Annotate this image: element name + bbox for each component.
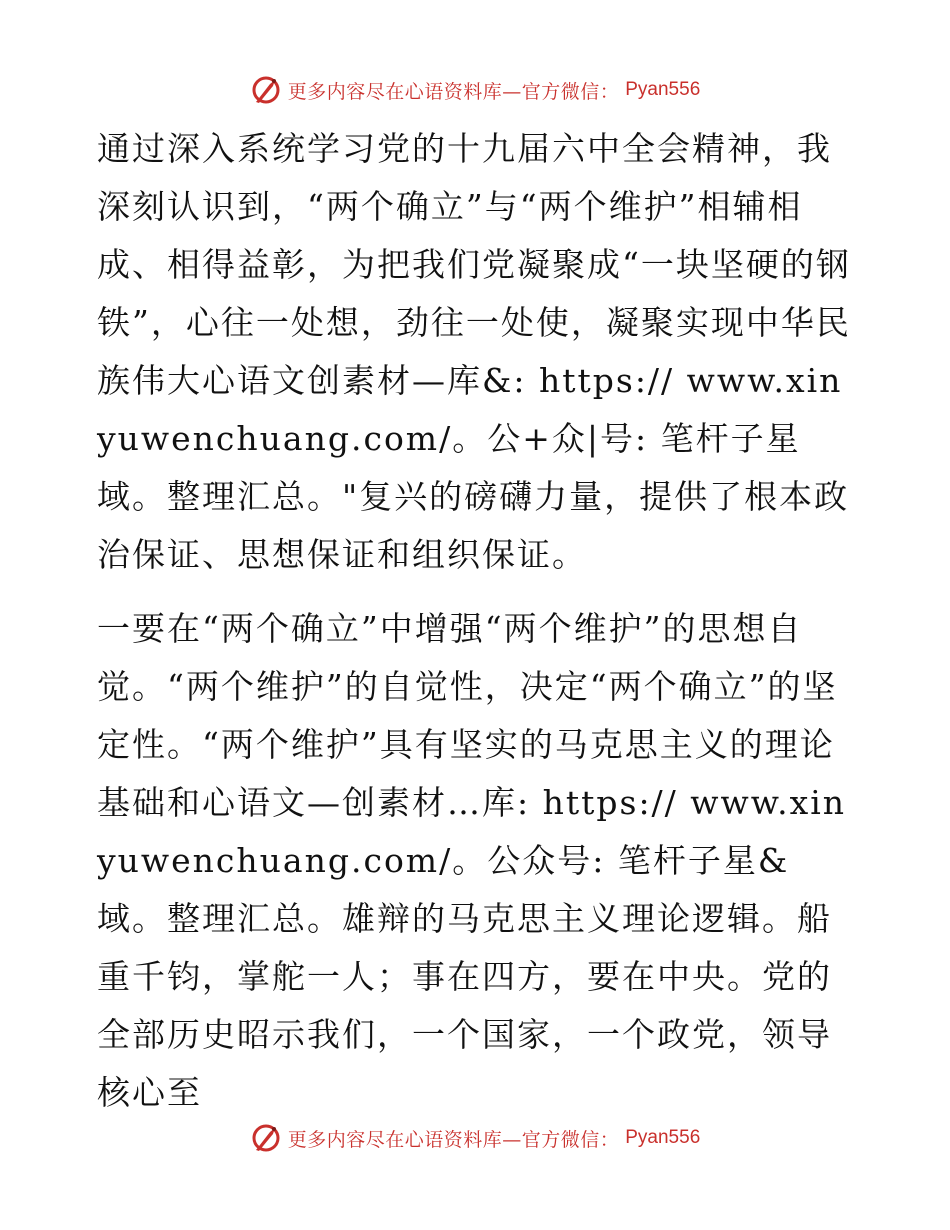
footer-banner-text: 更多内容尽在心语资料库—官方微信： [287, 1128, 620, 1151]
header-banner [0, 70, 950, 110]
brush-logo-icon [250, 1122, 282, 1154]
footer-banner [0, 1118, 950, 1158]
header-wechat-handle: Pyan556 [625, 79, 701, 100]
brush-logo-icon [250, 74, 282, 106]
paragraph-1: 通过深入系统学习党的十九届六中全会精神，我深刻认识到，“两个确立”与“两个维护”相辅相成、相得益彰，为把我们党凝聚成“一块坚硬的钢铁”，心往一处想，劲往一处使，凝聚实现中华民族伟大心语文创素材—库&: https:// www.xinyuwenchuang.com/。公+众|号: 笔杆子星域。整理汇总。"复兴的磅礴力量，提供了根本政治保证、思想保证和组织保证。 [97, 129, 851, 574]
document-body [97, 120, 857, 1112]
footer-wechat-handle: Pyan556 [625, 1127, 701, 1148]
paragraph-2: 一要在“两个确立”中增强“两个维护”的思想自觉。“两个维护”的自觉性，决定“两个确立”的坚定性。“两个维护”具有坚实的马克思主义的理论基础和心语文—创素材…库: https:// www.xinyuwenchuang.com/。公众号: 笔杆子星&域。整理汇总。雄辩的马克思主义理论逻辑。船重千钧，掌舵一人；事在四方，要在中央。党的全部历史昭示我们，一个国家，一个政党，领导核心至 [97, 609, 847, 1112]
header-banner-text: 更多内容尽在心语资料库—官方微信： [287, 80, 620, 103]
